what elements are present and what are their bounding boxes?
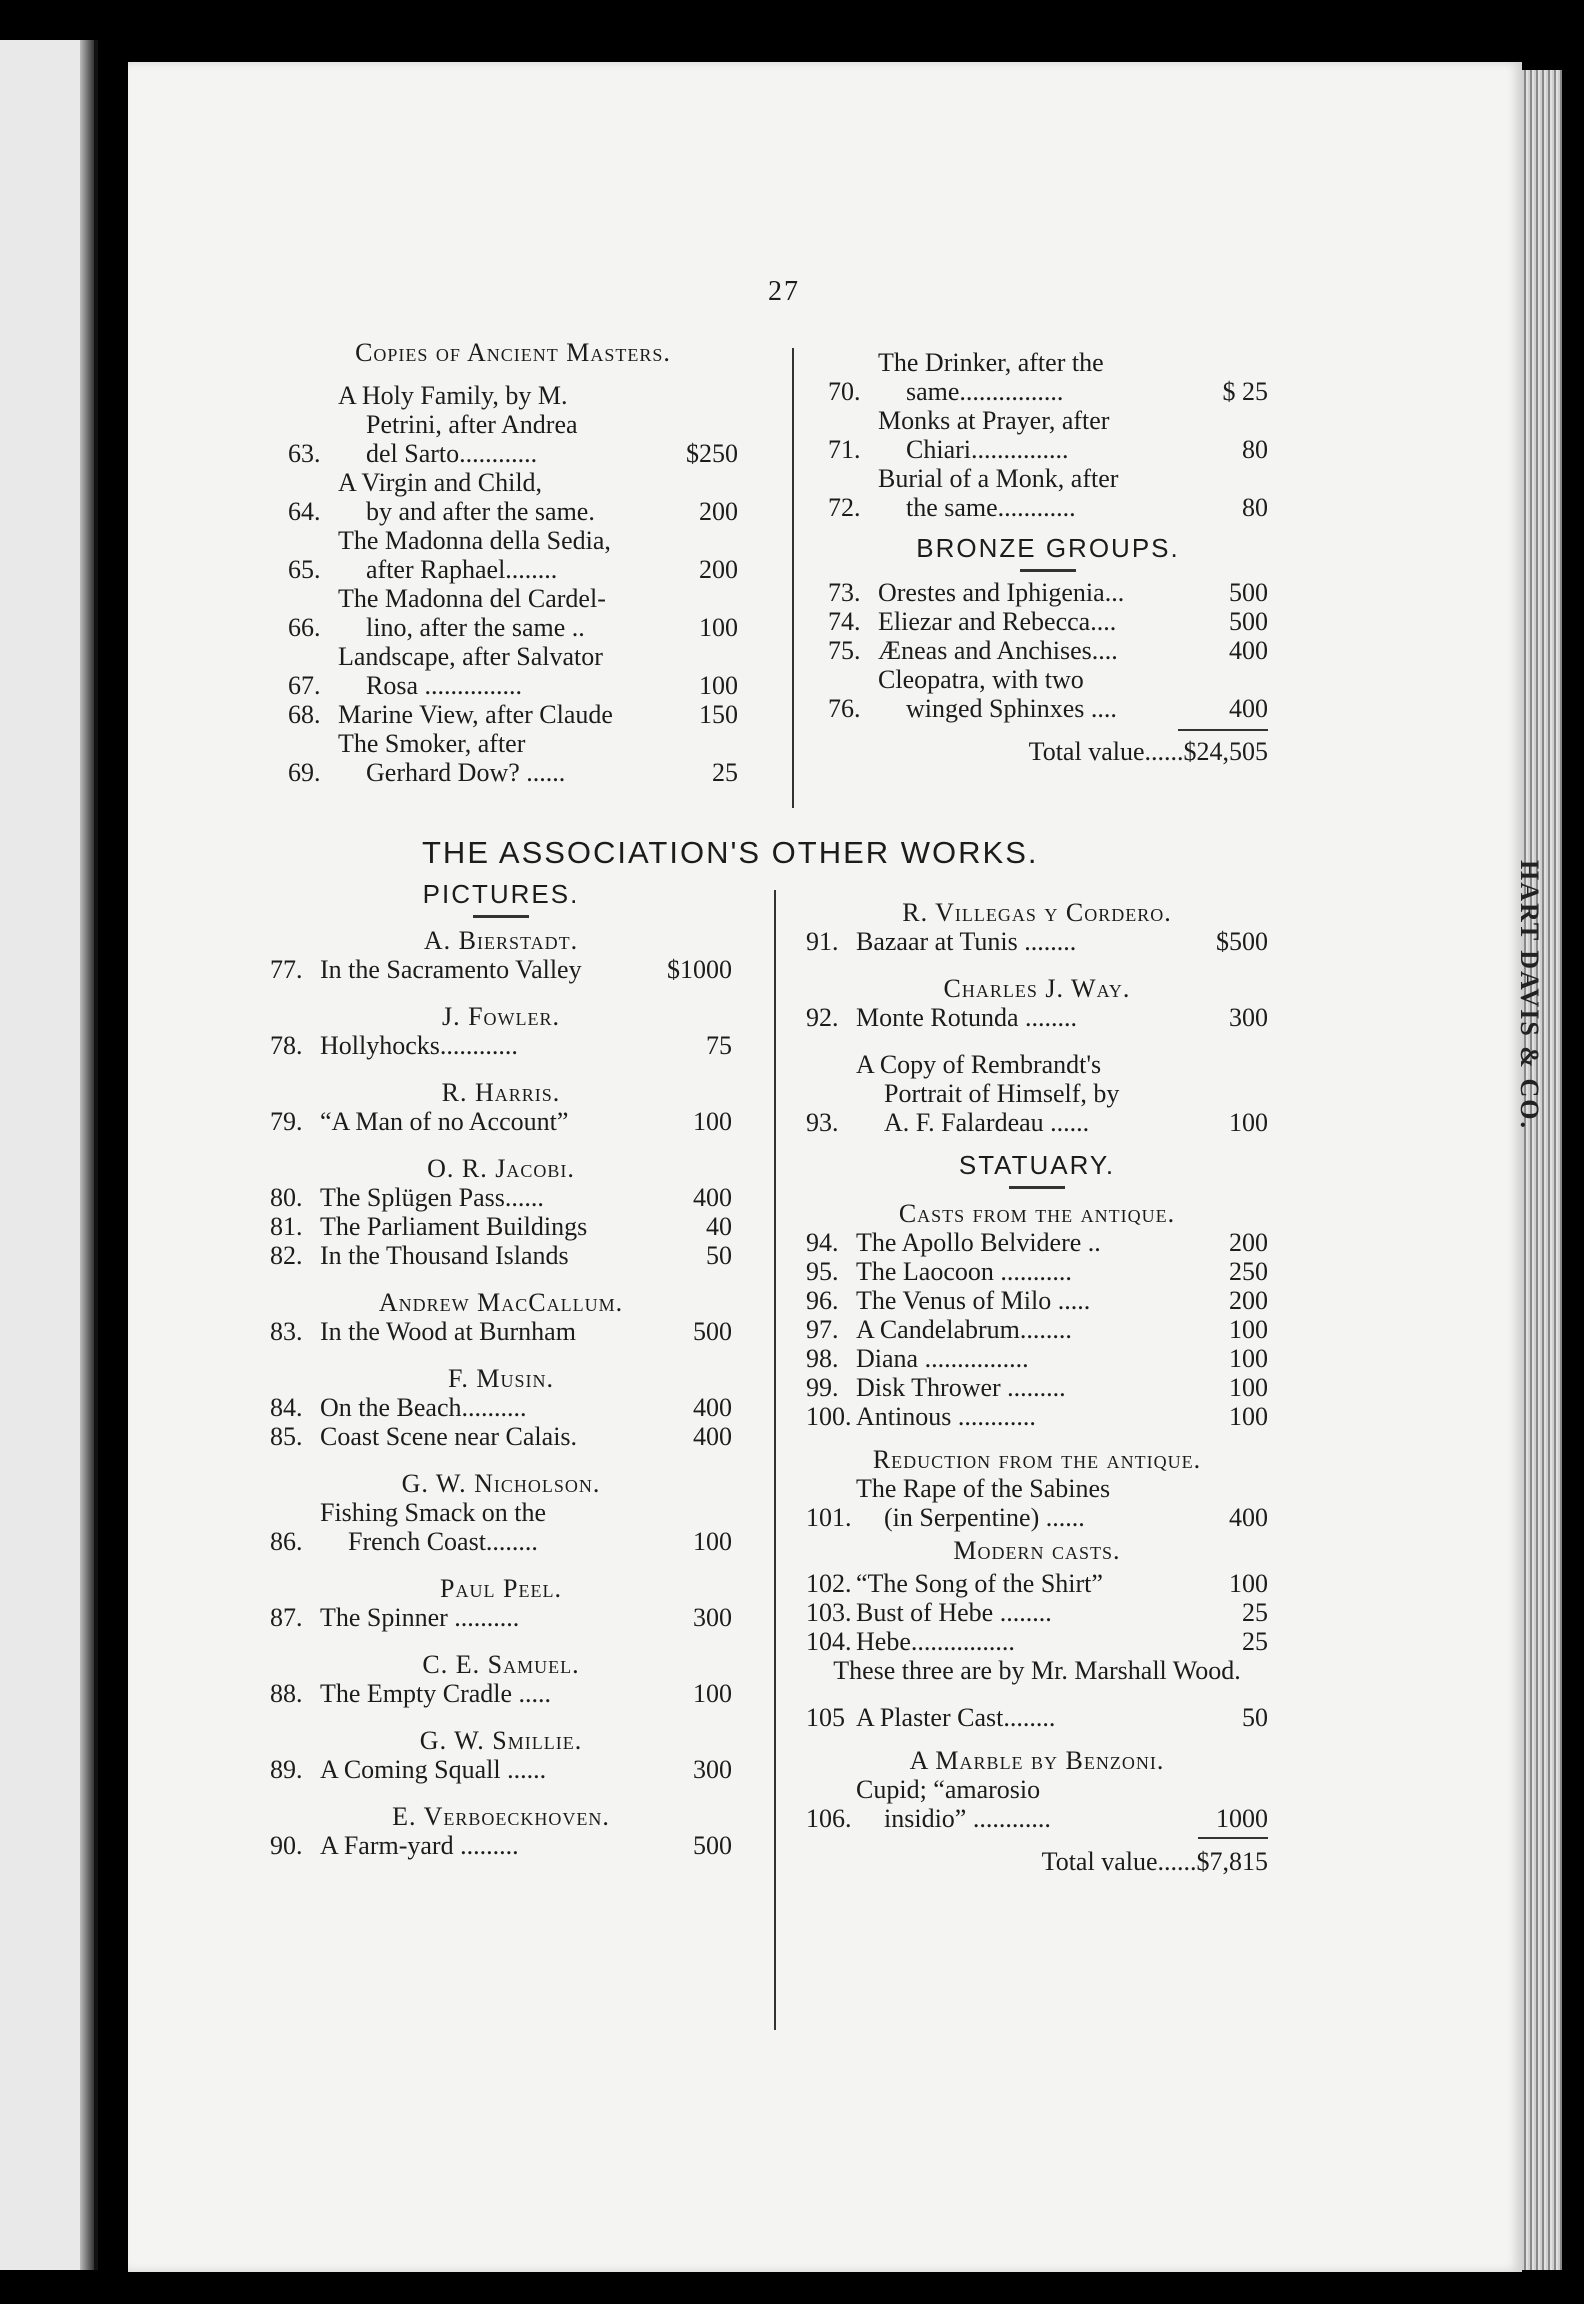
entry-title xyxy=(338,526,689,584)
entry-title xyxy=(320,1031,696,1060)
entry-number: 100. xyxy=(806,1402,852,1431)
entry-title-line: (in Serpentine) ...... xyxy=(884,1503,1085,1532)
bronze-heading: BRONZE GROUPS. xyxy=(916,533,1180,563)
entry-price: $ 25 xyxy=(1222,377,1268,406)
entry-title xyxy=(856,1050,1219,1137)
entry-title-line: The Laocoon ........... xyxy=(856,1257,1072,1286)
entry-number: 67. xyxy=(288,671,321,700)
catalog-entry xyxy=(806,1344,1268,1373)
entry-title xyxy=(338,700,689,729)
entry-title-line: The Empty Cradle ..... xyxy=(320,1679,552,1708)
entry-number: 79. xyxy=(270,1107,303,1136)
pictures-heading: PICTURES. xyxy=(422,879,580,909)
catalog-entry xyxy=(806,1315,1268,1344)
catalog-entry xyxy=(270,1107,732,1136)
entry-number: 91. xyxy=(806,927,839,956)
heading-rule xyxy=(473,915,529,918)
entry-title-line: the same............ xyxy=(906,493,1076,522)
entry-title-line: Rosa ............... xyxy=(366,671,522,700)
catalog-entry xyxy=(828,665,1268,723)
entry-number: 68. xyxy=(288,700,321,729)
entry-title-line: lino, after the same .. xyxy=(366,613,585,642)
entry-title-line: Gerhard Dow? ...... xyxy=(366,758,566,787)
catalog-entry xyxy=(270,1241,732,1270)
heading-rule xyxy=(1009,1186,1065,1189)
catalog-entry xyxy=(806,927,1268,956)
entry-price: 300 xyxy=(693,1603,732,1632)
entry-number: 88. xyxy=(270,1679,303,1708)
entry-price: 100 xyxy=(693,1527,732,1556)
artist-heading: Charles J. Way. xyxy=(943,974,1131,1003)
entry-title-line: Portrait of Himself, by xyxy=(884,1079,1120,1108)
catalog-entry xyxy=(828,578,1268,607)
entry-price: 200 xyxy=(1229,1228,1268,1257)
entry-price: 50 xyxy=(1242,1703,1268,1732)
entry-title xyxy=(878,607,1219,636)
entry-price: 250 xyxy=(1229,1257,1268,1286)
column-divider-top xyxy=(792,348,794,808)
entry-number: 93. xyxy=(806,1108,839,1137)
entry-price: 500 xyxy=(1229,607,1268,636)
artist-heading: Andrew MacCallum. xyxy=(378,1288,624,1317)
entry-price: 40 xyxy=(706,1212,732,1241)
entry-price: 400 xyxy=(693,1183,732,1212)
entry-title-line: The Madonna del Cardel- xyxy=(338,584,606,613)
entry-price: 75 xyxy=(706,1031,732,1060)
entry-title-line: Cleopatra, with two xyxy=(878,665,1084,694)
entry-number: 104. xyxy=(806,1627,852,1656)
ancient-masters-column xyxy=(288,338,738,787)
catalog-entry xyxy=(806,1703,1268,1732)
entry-title xyxy=(878,578,1219,607)
entry-price: 400 xyxy=(693,1422,732,1451)
spine-text: HART DAVIS & CO. xyxy=(1515,860,1544,1130)
entry-title-line: Bazaar at Tunis ........ xyxy=(856,927,1077,956)
entry-title-line: The Apollo Belvidere .. xyxy=(856,1228,1101,1257)
artist-heading: O. R. Jacobi. xyxy=(427,1154,575,1183)
catalog-entry xyxy=(806,1286,1268,1315)
catalog-entry xyxy=(270,1679,732,1708)
modern-casts-heading: Modern casts. xyxy=(953,1536,1121,1565)
entry-title-line: In the Thousand Islands xyxy=(320,1241,569,1270)
entry-title-line: Monte Rotunda ........ xyxy=(856,1003,1077,1032)
entry-title xyxy=(878,348,1213,406)
entry-price: 400 xyxy=(1229,694,1268,723)
entry-title-line: Petrini, after Andrea xyxy=(366,410,578,439)
entry-price: 100 xyxy=(1229,1344,1268,1373)
entry-title-line: Cupid; “amarosio xyxy=(856,1775,1041,1804)
entry-title-line: Monks at Prayer, after xyxy=(878,406,1110,435)
entry-number: 72. xyxy=(828,493,861,522)
catalog-entry xyxy=(806,1050,1268,1137)
entry-title-line: Bust of Hebe ........ xyxy=(856,1598,1052,1627)
entry-title-line: On the Beach.......... xyxy=(320,1393,527,1422)
entry-title-line: A Farm-yard ......... xyxy=(320,1831,519,1860)
entry-title xyxy=(320,1317,683,1346)
artist-heading: E. Verboeckhoven. xyxy=(392,1802,610,1831)
entry-title-line: Coast Scene near Calais. xyxy=(320,1422,578,1451)
entry-price: 200 xyxy=(699,555,738,584)
reduction-heading: Reduction from the antique. xyxy=(872,1445,1202,1474)
artist-heading: G. W. Smillie. xyxy=(419,1726,583,1755)
artist-heading: Paul Peel. xyxy=(440,1574,562,1603)
artist-heading: G. W. Nicholson. xyxy=(401,1469,601,1498)
section-heading: Copies of Ancient Masters. xyxy=(355,338,671,367)
artist-heading: R. Harris. xyxy=(441,1078,561,1107)
entry-title-line: In the Wood at Burnham xyxy=(320,1317,576,1346)
entry-title xyxy=(320,1212,696,1241)
entry-title xyxy=(856,1474,1219,1532)
entry-number: 74. xyxy=(828,607,861,636)
catalog-entry xyxy=(270,1212,732,1241)
entry-title xyxy=(856,1569,1219,1598)
entry-title xyxy=(338,729,702,787)
entry-title xyxy=(338,468,689,526)
entry-title xyxy=(856,1286,1219,1315)
entry-number: 92. xyxy=(806,1003,839,1032)
entry-title xyxy=(856,1402,1219,1431)
entry-number: 102. xyxy=(806,1569,852,1598)
artist-heading: F. Musin. xyxy=(448,1364,554,1393)
column-divider-bottom xyxy=(774,890,776,2030)
catalog-entry xyxy=(806,1627,1268,1656)
catalog-entry xyxy=(828,636,1268,665)
entry-number: 77. xyxy=(270,955,303,984)
entry-title-line: The Madonna della Sedia, xyxy=(338,526,611,555)
entry-number: 83. xyxy=(270,1317,303,1346)
entry-title xyxy=(320,1183,683,1212)
entry-title-line: The Parliament Buildings xyxy=(320,1212,588,1241)
statuary-column xyxy=(806,890,1268,1876)
entry-price: $1000 xyxy=(667,955,732,984)
entry-title-line: A Copy of Rembrandt's xyxy=(856,1050,1102,1079)
previous-page-edge xyxy=(0,40,98,2270)
catalog-entry xyxy=(270,1031,732,1060)
entry-number: 99. xyxy=(806,1373,839,1402)
entry-price: 500 xyxy=(1229,578,1268,607)
entry-title xyxy=(856,1228,1219,1257)
entry-title xyxy=(856,1257,1219,1286)
entry-title xyxy=(856,1598,1232,1627)
page-number: 27 xyxy=(768,276,800,307)
entry-title-line: “The Song of the Shirt” xyxy=(856,1569,1103,1598)
entry-title-line: Hebe................ xyxy=(856,1627,1015,1656)
entry-number: 76. xyxy=(828,694,861,723)
entry-price: 100 xyxy=(693,1679,732,1708)
entry-number: 82. xyxy=(270,1241,303,1270)
catalog-entry xyxy=(806,1003,1268,1032)
entry-title xyxy=(856,1373,1219,1402)
entry-title xyxy=(856,1775,1206,1833)
entry-price: 400 xyxy=(1229,1503,1268,1532)
entry-price: 25 xyxy=(1242,1598,1268,1627)
entry-price: 100 xyxy=(1229,1315,1268,1344)
entry-title-line: The Venus of Milo ..... xyxy=(856,1286,1091,1315)
heading-rule xyxy=(1020,569,1076,572)
catalog-entry xyxy=(806,1402,1268,1431)
entry-title-line: A Coming Squall ...... xyxy=(320,1755,547,1784)
entry-price: 400 xyxy=(693,1393,732,1422)
entry-title-line: Burial of a Monk, after xyxy=(878,464,1119,493)
entry-number: 75. xyxy=(828,636,861,665)
catalog-entry xyxy=(288,700,738,729)
catalog-entry xyxy=(270,1603,732,1632)
catalog-entry xyxy=(828,607,1268,636)
entry-price: $500 xyxy=(1216,927,1268,956)
entry-title xyxy=(856,1344,1219,1373)
entry-title-line: The Smoker, after xyxy=(338,729,526,758)
entry-title xyxy=(338,584,689,642)
entry-number: 103. xyxy=(806,1598,852,1627)
catalog-entry xyxy=(806,1373,1268,1402)
entry-price: 100 xyxy=(699,671,738,700)
entry-price: 80 xyxy=(1242,435,1268,464)
total-rule xyxy=(1198,1837,1268,1839)
entry-number: 96. xyxy=(806,1286,839,1315)
entry-number: 98. xyxy=(806,1344,839,1373)
entry-number: 73. xyxy=(828,578,861,607)
entry-title xyxy=(878,665,1219,723)
entry-title-line: French Coast........ xyxy=(348,1527,538,1556)
modern-casts-note: These three are by Mr. Marshall Wood. xyxy=(833,1656,1241,1685)
casts-heading: Casts from the antique. xyxy=(898,1199,1176,1228)
catalog-entry xyxy=(288,381,738,468)
marble-heading: A Marble by Benzoni. xyxy=(909,1746,1165,1775)
entry-number: 65. xyxy=(288,555,321,584)
entry-title xyxy=(338,381,676,468)
catalog-entry xyxy=(270,1422,732,1451)
entry-number: 106. xyxy=(806,1804,852,1833)
entry-price: 200 xyxy=(1229,1286,1268,1315)
entry-title-line: The Splügen Pass...... xyxy=(320,1183,544,1212)
catalog-entry xyxy=(288,526,738,584)
entry-title-line: Landscape, after Salvator xyxy=(338,642,603,671)
catalog-entry xyxy=(828,406,1268,464)
entry-number: 105 xyxy=(806,1703,845,1732)
pictures-column xyxy=(270,880,732,1860)
entry-title xyxy=(856,1703,1232,1732)
entry-title xyxy=(320,1498,683,1556)
entry-price: 100 xyxy=(699,613,738,642)
entry-price: 25 xyxy=(712,758,738,787)
total-value: Total value......$7,815 xyxy=(1041,1847,1268,1876)
entry-price: 300 xyxy=(1229,1003,1268,1032)
entry-title-line: A Plaster Cast........ xyxy=(856,1703,1056,1732)
entry-number: 87. xyxy=(270,1603,303,1632)
entry-title xyxy=(856,1627,1232,1656)
entry-number: 80. xyxy=(270,1183,303,1212)
catalog-entry xyxy=(806,1775,1268,1833)
entry-title-line: same................ xyxy=(906,377,1064,406)
bronze-column xyxy=(828,348,1268,766)
entry-title-line: A. F. Falardeau ...... xyxy=(884,1108,1090,1137)
entry-price: 1000 xyxy=(1216,1804,1268,1833)
entry-title-line: winged Sphinxes .... xyxy=(906,694,1117,723)
entry-title-line: Antinous ............ xyxy=(856,1402,1036,1431)
entry-number: 89. xyxy=(270,1755,303,1784)
entry-number: 64. xyxy=(288,497,321,526)
entry-price: 100 xyxy=(693,1107,732,1136)
entry-title-line: Hollyhocks............ xyxy=(320,1031,518,1060)
entry-title xyxy=(878,406,1232,464)
entry-title-line: after Raphael........ xyxy=(366,555,558,584)
entry-title xyxy=(320,1679,683,1708)
entry-title-line: by and after the same. xyxy=(366,497,595,526)
entry-title-line: The Rape of the Sabines xyxy=(856,1474,1111,1503)
entry-title-line: In the Sacramento Valley xyxy=(320,955,582,984)
catalog-entry xyxy=(288,729,738,787)
entry-number: 81. xyxy=(270,1212,303,1241)
entry-title-line: The Spinner .......... xyxy=(320,1603,520,1632)
entry-title-line: Chiari............... xyxy=(906,435,1069,464)
catalog-entry xyxy=(806,1598,1268,1627)
entry-price: 400 xyxy=(1229,636,1268,665)
catalog-entry xyxy=(828,464,1268,522)
entry-price: 500 xyxy=(693,1831,732,1860)
catalog-entry xyxy=(828,348,1268,406)
entry-title-line: “A Man of no Account” xyxy=(320,1107,569,1136)
entry-title xyxy=(856,1315,1219,1344)
entry-title-line: Orestes and Iphigenia... xyxy=(878,578,1125,607)
entry-title-line: The Drinker, after the xyxy=(878,348,1104,377)
entry-title xyxy=(320,1755,683,1784)
catalog-entry xyxy=(288,468,738,526)
entry-title xyxy=(878,464,1232,522)
catalog-entry xyxy=(806,1228,1268,1257)
catalog-entry xyxy=(270,1831,732,1860)
entry-title xyxy=(320,1393,683,1422)
entry-price: 100 xyxy=(1229,1569,1268,1598)
entry-price: 80 xyxy=(1242,493,1268,522)
entry-title-line: A Virgin and Child, xyxy=(338,468,543,497)
entry-number: 84. xyxy=(270,1393,303,1422)
catalog-entry xyxy=(288,642,738,700)
entry-number: 97. xyxy=(806,1315,839,1344)
entry-number: 94. xyxy=(806,1228,839,1257)
entry-title-line: Diana ................ xyxy=(856,1344,1029,1373)
total-value: Total value......$24,505 xyxy=(1028,737,1268,766)
catalog-entry xyxy=(270,1317,732,1346)
entry-title xyxy=(320,1422,683,1451)
section-title: THE ASSOCIATION'S OTHER WORKS. xyxy=(422,835,1039,870)
statuary-heading: STATUARY. xyxy=(958,1150,1116,1180)
artist-heading: R. Villegas y Cordero. xyxy=(902,898,1172,927)
entry-number: 85. xyxy=(270,1422,303,1451)
catalog-entry xyxy=(270,1498,732,1556)
entry-number: 71. xyxy=(828,435,861,464)
entry-title-line: Marine View, after Claude xyxy=(338,700,613,729)
entry-title xyxy=(338,642,689,700)
entry-price: 200 xyxy=(699,497,738,526)
entry-price: 300 xyxy=(693,1755,732,1784)
entry-title-line: A Candelabrum........ xyxy=(856,1315,1072,1344)
entry-title xyxy=(320,955,657,984)
total-rule xyxy=(1178,729,1268,731)
artist-heading: C. E. Samuel. xyxy=(422,1650,580,1679)
entry-price: $250 xyxy=(686,439,738,468)
entry-number: 70. xyxy=(828,377,861,406)
entry-number: 78. xyxy=(270,1031,303,1060)
artist-heading: J. Fowler. xyxy=(441,1002,561,1031)
catalog-entry xyxy=(270,955,732,984)
entry-number: 66. xyxy=(288,613,321,642)
entry-price: 50 xyxy=(706,1241,732,1270)
entry-title-line: Æneas and Anchises.... xyxy=(878,636,1118,665)
entry-number: 101. xyxy=(806,1503,852,1532)
catalog-entry xyxy=(270,1755,732,1784)
entry-title xyxy=(320,1241,696,1270)
entry-price: 150 xyxy=(699,700,738,729)
artist-heading: A. Bierstadt. xyxy=(423,926,579,955)
entry-number: 95. xyxy=(806,1257,839,1286)
entry-price: 100 xyxy=(1229,1108,1268,1137)
catalog-entry xyxy=(270,1393,732,1422)
catalog-entry xyxy=(806,1257,1268,1286)
entry-price: 100 xyxy=(1229,1402,1268,1431)
entry-title-line: Disk Thrower ......... xyxy=(856,1373,1066,1402)
entry-price: 100 xyxy=(1229,1373,1268,1402)
entry-number: 63. xyxy=(288,439,321,468)
entry-number: 69. xyxy=(288,758,321,787)
entry-title-line: Fishing Smack on the xyxy=(320,1498,547,1527)
entry-title xyxy=(878,636,1219,665)
entry-title xyxy=(320,1603,683,1632)
entry-title xyxy=(320,1831,683,1860)
catalog-entry xyxy=(806,1474,1268,1532)
catalog-entry xyxy=(270,1183,732,1212)
entry-price: 500 xyxy=(693,1317,732,1346)
entry-title-line: del Sarto............ xyxy=(366,439,538,468)
catalog-entry xyxy=(288,584,738,642)
entry-title xyxy=(320,1107,683,1136)
entry-price: 25 xyxy=(1242,1627,1268,1656)
entry-title-line: A Holy Family, by M. xyxy=(338,381,568,410)
entry-title-line: insidio” ............ xyxy=(884,1804,1051,1833)
entry-title xyxy=(856,927,1206,956)
entry-title xyxy=(856,1003,1219,1032)
entry-number: 86. xyxy=(270,1527,303,1556)
entry-number: 90. xyxy=(270,1831,303,1860)
catalog-entry xyxy=(806,1569,1268,1598)
entry-title-line: Eliezar and Rebecca.... xyxy=(878,607,1117,636)
